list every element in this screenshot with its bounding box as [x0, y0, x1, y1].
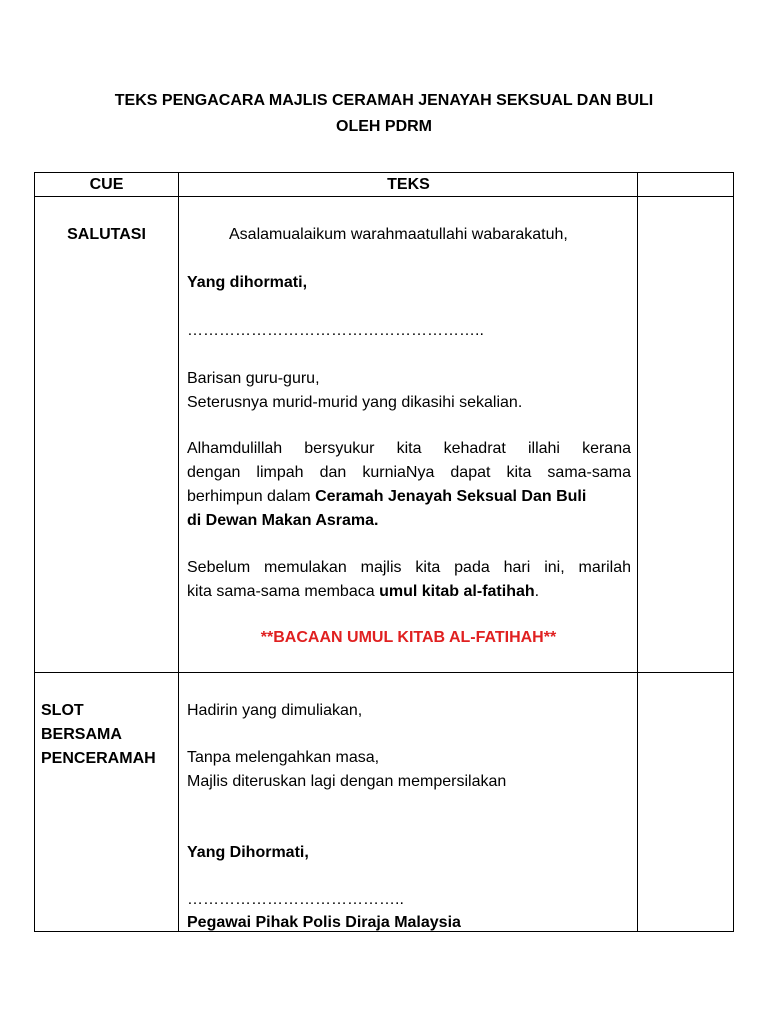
speaker-name: Pegawai Pihak Polis Diraja Malaysia — [187, 914, 461, 931]
fatihah-name: umul kitab al-fatihah — [379, 583, 535, 600]
header-cue: CUE — [89, 176, 124, 193]
script-table — [34, 172, 734, 932]
bacaan-cue: **BACAAN UMUL KITAB AL-FATIHAH** — [260, 629, 557, 646]
document-title: TEKS PENGACARA MAJLIS CERAMAH JENAYAH SEKSUAL DAN BULI — [114, 92, 654, 109]
yang-dihormati-label: Yang dihormati, — [187, 274, 308, 291]
tanpa-line: Tanpa melengahkan masa, — [187, 749, 380, 766]
paragraph-1-line-3-text: berhimpun dalam — [187, 488, 316, 505]
hadirin-line: Hadirin yang dimuliakan, — [187, 702, 363, 719]
header-teks: TEKS — [387, 176, 430, 193]
paragraph-2-line-2 — [187, 580, 539, 604]
majlis-line: Majlis diteruskan lagi dengan mempersilakan — [187, 773, 507, 790]
paragraph-1-line-3 — [187, 485, 586, 509]
salam-line: Asalamualaikum warahmaatullahi wabarakatuh, — [229, 226, 568, 243]
cue-slot-line-3: PENCERAMAH — [41, 750, 156, 767]
event-venue: di Dewan Makan Asrama. — [187, 512, 379, 529]
cue-salutasi: SALUTASI — [67, 226, 146, 243]
yang-dihormati-label-2: Yang Dihormati, — [187, 844, 309, 861]
column-divider-1 — [178, 173, 179, 931]
paragraph-2-line-1: Sebelum memulakan majlis kita pada hari ini, marilah — [187, 559, 631, 576]
barisan-line: Barisan guru-guru, — [187, 370, 320, 387]
column-divider-2 — [637, 173, 638, 931]
paragraph-2-line-2-text: kita sama-sama membaca — [187, 583, 380, 600]
paragraph-2-line-2-end: . — [534, 583, 540, 600]
event-name: Ceramah Jenayah Seksual Dan Buli — [315, 488, 587, 505]
paragraph-1-line-1: Alhamdulillah bersyukur kita kehadrat illahi kerana — [187, 440, 631, 457]
paragraph-1-line-2: dengan limpah dan kurniaNya dapat kita sama-sama — [187, 464, 631, 481]
seterusnya-line: Seterusnya murid-murid yang dikasihi sekalian. — [187, 394, 523, 411]
cue-slot-line-2: BERSAMA — [41, 726, 122, 743]
row-divider — [35, 672, 733, 673]
cue-slot-line-1: SLOT — [41, 702, 84, 719]
document-subtitle: OLEH PDRM — [336, 118, 432, 135]
header-notes — [639, 173, 733, 197]
placeholder-dots-2: ………………………………….. — [187, 891, 404, 908]
placeholder-dots: ……………………………………………….. — [187, 322, 484, 339]
